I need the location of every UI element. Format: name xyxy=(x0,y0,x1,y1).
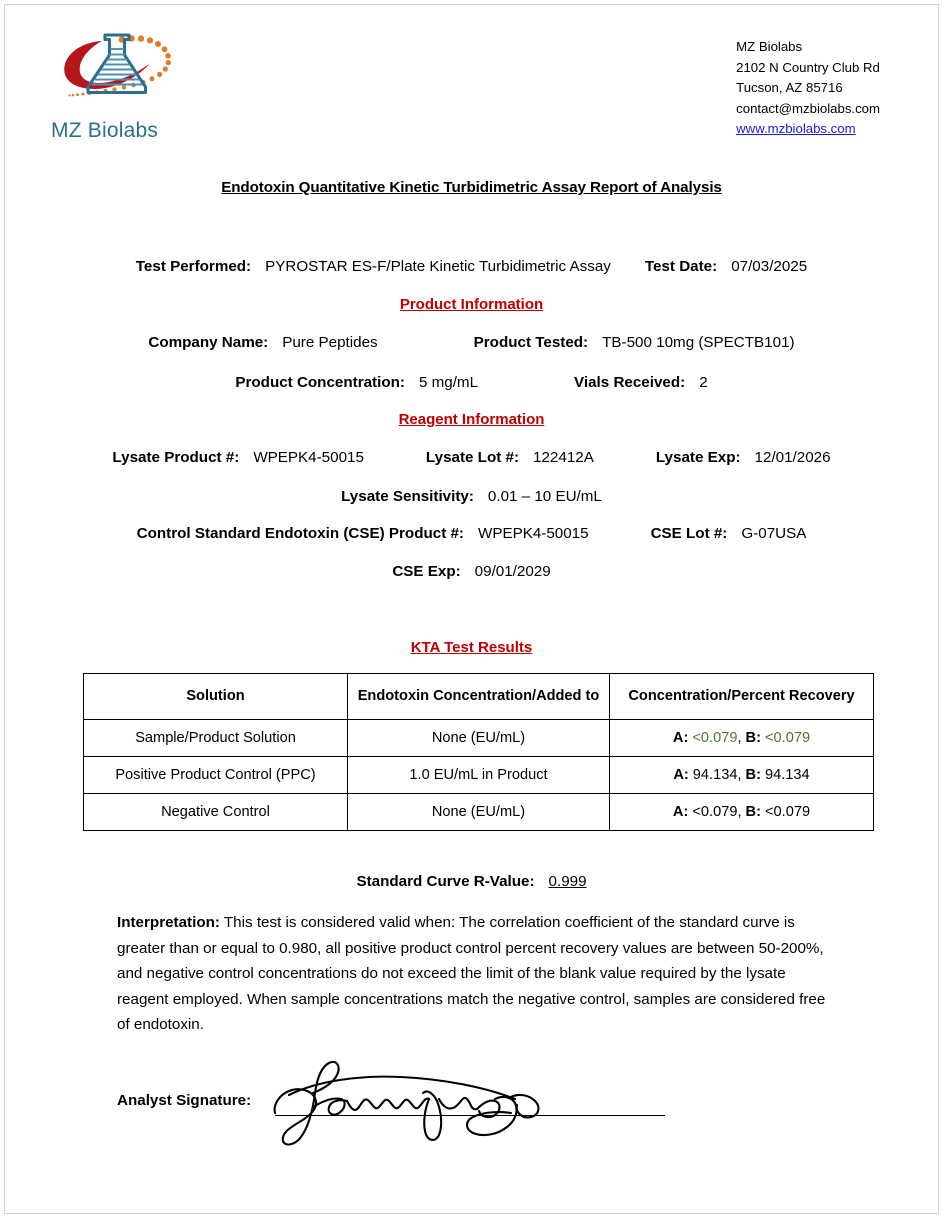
table-body xyxy=(84,720,874,831)
analyst-signature-block xyxy=(117,1083,677,1123)
lysate-row xyxy=(5,448,938,468)
company-name-label: Company Name: xyxy=(148,334,269,351)
test-performed-value: PYROSTAR ES-F/Plate Kinetic Turbidimetric Assay xyxy=(265,258,611,275)
cell-concentration-recovery: A: <0.079, B: <0.079 xyxy=(610,720,874,757)
table-header-row xyxy=(84,674,874,720)
column-header-solution: Solution xyxy=(84,674,348,720)
cell-solution: Negative Control xyxy=(84,794,348,831)
r-value-number: 0.999 xyxy=(548,873,587,890)
brand-wordmark: MZ Biolabs xyxy=(51,119,159,142)
flask-orbit-logo-icon xyxy=(53,25,181,117)
replicate-b-label: B: xyxy=(745,767,761,783)
column-header-concentration-recovery: Concentration/Percent Recovery xyxy=(610,674,874,720)
product-tested-label: Product Tested: xyxy=(473,334,589,351)
vials-received-label: Vials Received: xyxy=(574,374,686,391)
cse-exp-label: CSE Exp: xyxy=(392,563,461,580)
table-row xyxy=(84,757,874,794)
address-street: 2102 N Country Club Rd xyxy=(736,59,880,75)
column-header-endotoxin-added: Endotoxin Concentration/Added to xyxy=(348,674,610,720)
header-address xyxy=(736,37,880,140)
kta-results-table xyxy=(83,673,874,831)
cse-product-row xyxy=(5,524,938,544)
concentration-vials-row xyxy=(5,373,938,393)
replicate-a-label: A: xyxy=(673,767,689,783)
r-value-label: Standard Curve R-Value: xyxy=(356,873,535,890)
interpretation-label: Interpretation: xyxy=(117,914,220,931)
company-name-value: Pure Peptides xyxy=(282,334,378,351)
cse-product-label: Control Standard Endotoxin (CSE) Product #: xyxy=(136,525,464,542)
lysate-sensitivity-label: Lysate Sensitivity: xyxy=(341,488,474,505)
replicate-a-value: <0.079 xyxy=(692,804,738,820)
company-product-row xyxy=(5,333,938,353)
interpretation-text: This test is considered valid when: The correlation coefficient of the standard curve is greater than or equal to 0.980, all positive product control percent recovery values are between 50-200%, and negative control concentrations do not exceed the limit of the blank value required by the lysate reagent employed. When sample concentrations match the negative control, samples are considered free of endotoxin. xyxy=(117,914,826,1034)
test-date-label: Test Date: xyxy=(644,258,718,275)
lysate-product-value: WPEPK4-50015 xyxy=(253,449,364,466)
product-concentration-label: Product Concentration: xyxy=(235,374,405,391)
document-page xyxy=(4,4,939,1214)
replicate-a-label: A: xyxy=(672,730,689,746)
cell-concentration-recovery: A: 94.134, B: 94.134 xyxy=(610,757,874,794)
test-performed-label: Test Performed: xyxy=(135,258,252,275)
reagent-information-heading: Reagent Information xyxy=(398,411,545,428)
lysate-product-label: Lysate Product #: xyxy=(112,449,240,466)
cell-solution: Positive Product Control (PPC) xyxy=(84,757,348,794)
cse-lot-value: G-07USA xyxy=(741,525,807,542)
replicate-b-value: <0.079 xyxy=(765,730,811,746)
replicate-a-value: 94.134 xyxy=(692,767,738,783)
address-email: contact@mzbiolabs.com xyxy=(736,100,880,116)
lysate-exp-value: 12/01/2026 xyxy=(754,449,831,466)
lysate-sensitivity-value: 0.01 – 10 EU/mL xyxy=(487,488,602,505)
brand-logo xyxy=(47,25,227,143)
replicate-a-value: <0.079 xyxy=(692,730,738,746)
interpretation-paragraph xyxy=(117,910,839,1038)
lysate-exp-label: Lysate Exp: xyxy=(655,449,741,466)
table-row xyxy=(84,720,874,757)
cse-lot-label: CSE Lot #: xyxy=(650,525,728,542)
product-tested-value: TB-500 10mg (SPECTB101) xyxy=(602,334,795,351)
lysate-sensitivity-row xyxy=(5,487,938,507)
replicate-b-label: B: xyxy=(745,730,761,746)
lysate-lot-value: 122412A xyxy=(533,449,594,466)
cse-product-value: WPEPK4-50015 xyxy=(477,525,589,542)
cell-endotoxin-added: 1.0 EU/mL in Product xyxy=(348,757,610,794)
standard-curve-r-value-row xyxy=(5,873,938,890)
cell-endotoxin-added: None (EU/mL) xyxy=(348,720,610,757)
replicate-b-label: B: xyxy=(745,804,761,820)
product-concentration-value: 5 mg/mL xyxy=(418,374,479,391)
test-date-value: 07/03/2025 xyxy=(731,258,808,275)
test-performed-row xyxy=(5,257,938,277)
cse-exp-row xyxy=(5,562,938,582)
replicate-a-label: A: xyxy=(672,804,689,820)
replicate-b-value: <0.079 xyxy=(765,804,811,820)
handwritten-signature-icon xyxy=(267,1055,567,1147)
cell-concentration-recovery: A: <0.079, B: <0.079 xyxy=(610,794,874,831)
kta-results-heading: KTA Test Results xyxy=(410,639,533,656)
analyst-signature-label: Analyst Signature: xyxy=(117,1092,252,1109)
product-information-heading: Product Information xyxy=(399,296,544,313)
address-website-link[interactable]: www.mzbiolabs.com xyxy=(736,121,856,136)
vials-received-value: 2 xyxy=(699,374,708,391)
address-company: MZ Biolabs xyxy=(736,39,803,54)
lysate-lot-label: Lysate Lot #: xyxy=(425,449,520,466)
cse-exp-value: 09/01/2029 xyxy=(474,563,551,580)
address-city-state-zip: Tucson, AZ 85716 xyxy=(736,80,843,95)
page-title: Endotoxin Quantitative Kinetic Turbidimetric Assay Report of Analysis xyxy=(221,179,722,196)
cell-solution: Sample/Product Solution xyxy=(84,720,348,757)
cell-endotoxin-added: None (EU/mL) xyxy=(348,794,610,831)
table-row xyxy=(84,794,874,831)
replicate-b-value: 94.134 xyxy=(765,767,810,783)
